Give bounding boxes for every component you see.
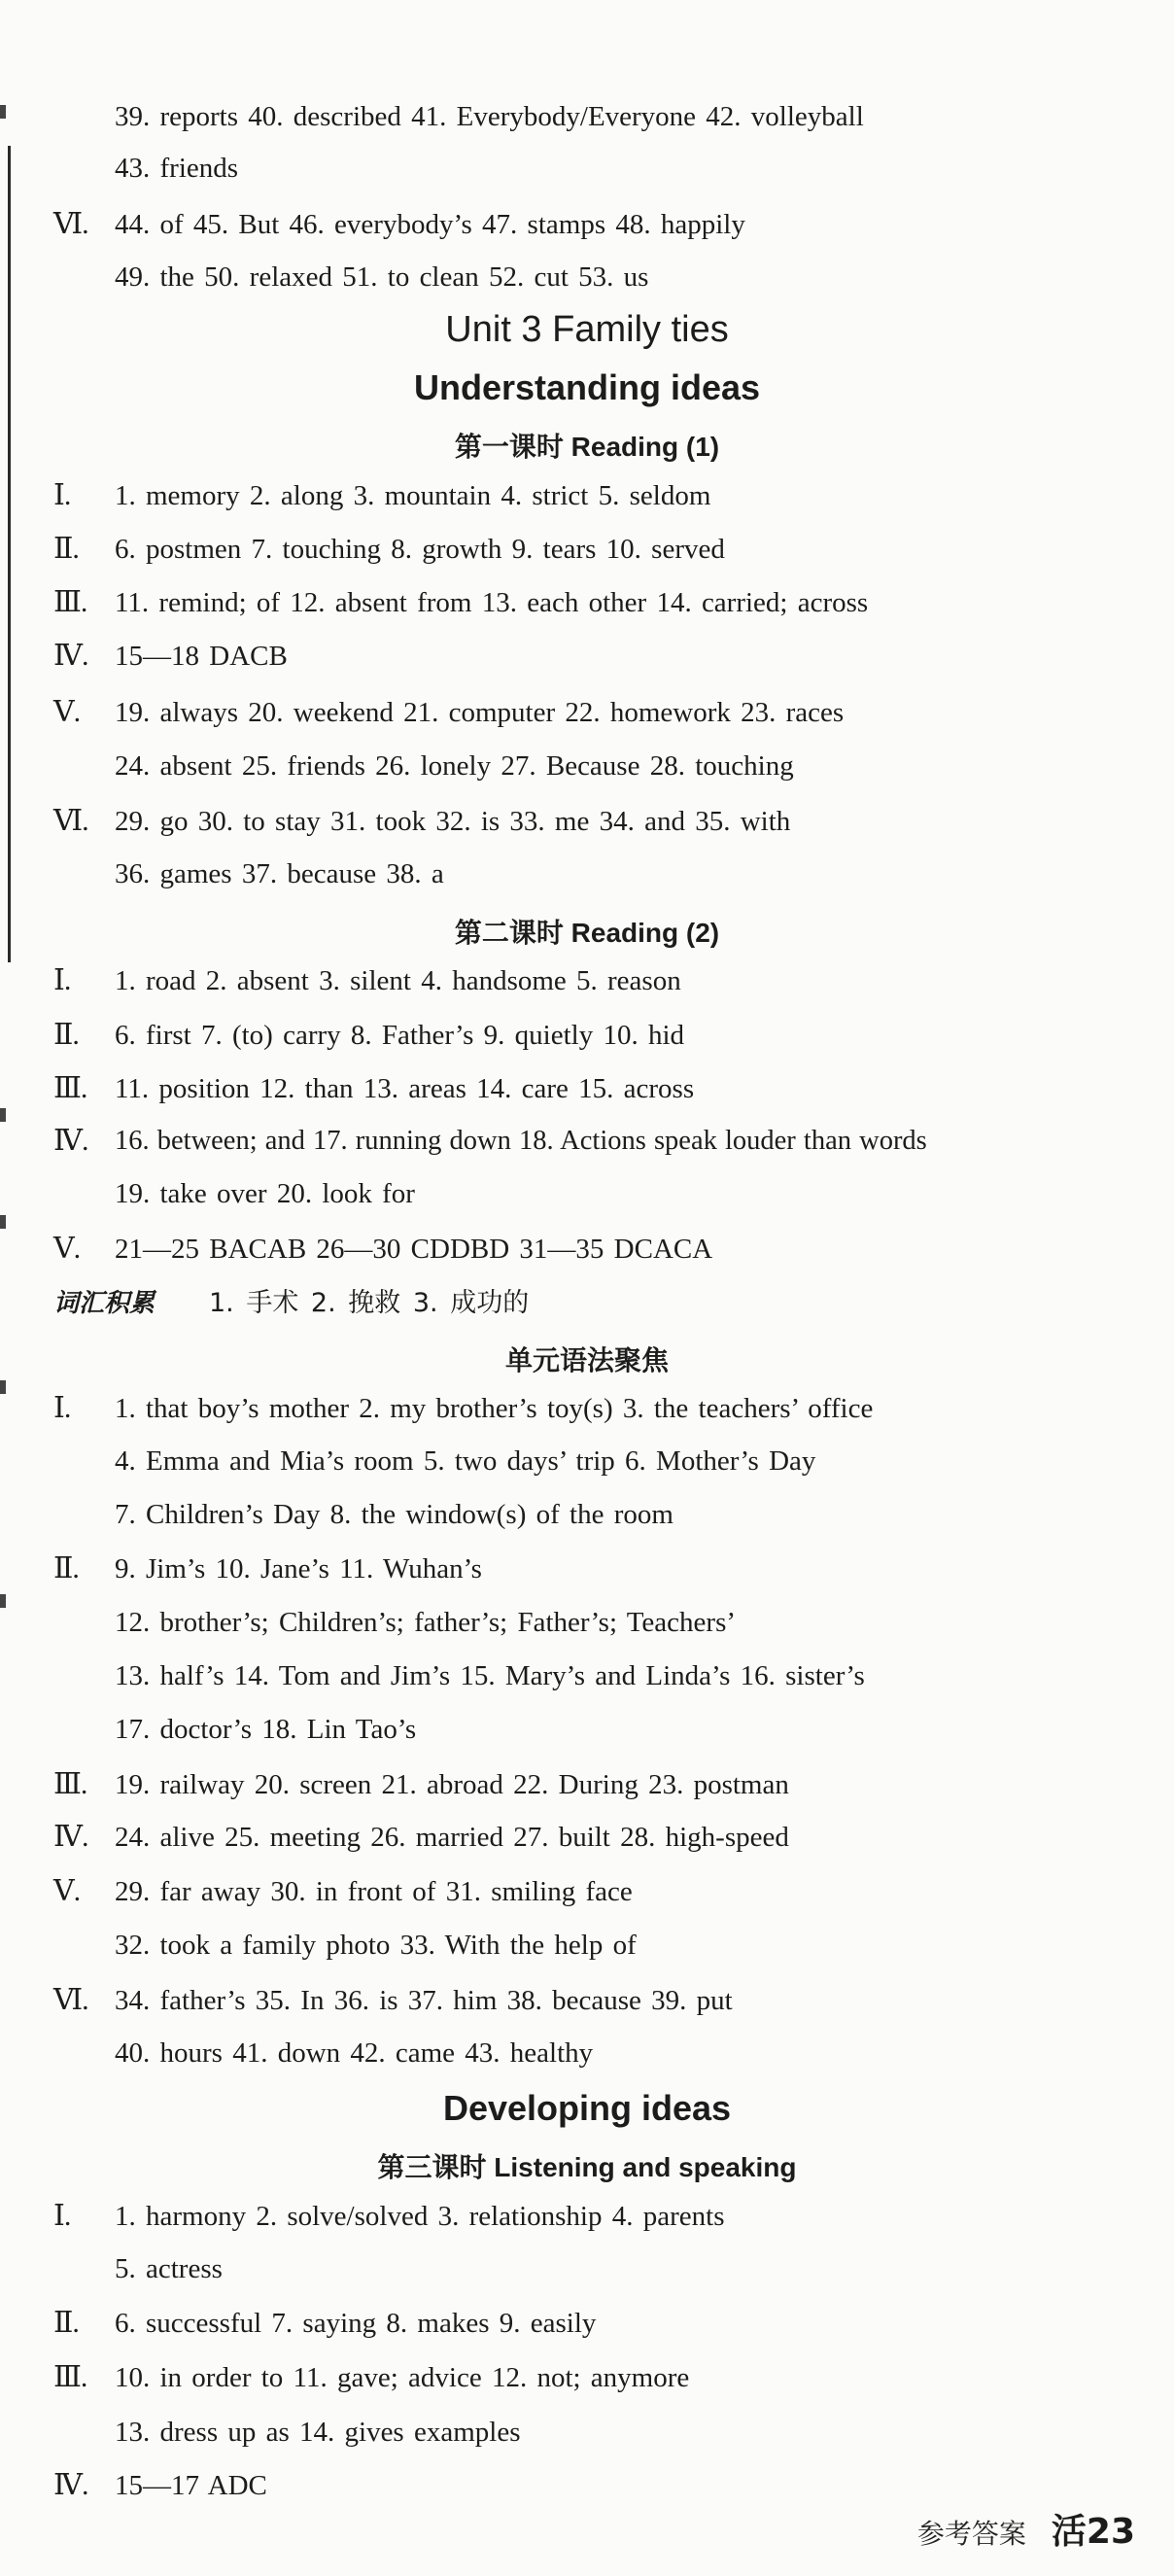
answer-text: 43. friends [115,153,239,184]
binding-edge-mark [0,1594,6,1608]
answer-text: 21—25 BACAB 26—30 CDDBD 31—35 DCACA [115,1234,713,1265]
section-numeral: Ⅳ. [53,1125,88,1157]
answer-text: 6. postmen 7. touching 8. growth 9. tears 10. served [115,534,725,565]
answer-text: 17. doctor’s 18. Lin Tao’s [115,1714,417,1745]
footer-label: 参考答案 [916,2518,1026,2550]
section-numeral: Ⅵ. [53,805,88,837]
answer-text: 1. harmony 2. solve/solved 3. relationship 4. parents [115,2201,725,2232]
section-numeral: Ⅱ. [53,1019,79,1051]
section-numeral: Ⅴ. [53,1233,81,1265]
answer-text: 4. Emma and Mia’s room 5. two days’ trip 6. Mother’s Day [115,1445,816,1477]
answer-text: 6. successful 7. saying 8. makes 9. easily [115,2308,597,2339]
unit-title: Unit 3 Family ties [445,309,729,350]
section-numeral: Ⅰ. [53,1392,71,1424]
answer-text: 10. in order to 11. gave; advice 12. not; anymore [115,2362,690,2393]
answer-text: 13. half’s 14. Tom and Jim’s 15. Mary’s and Linda’s 16. sister’s [115,1660,865,1691]
section-numeral: Ⅱ. [53,1552,79,1584]
lesson-title: 第一课时 Reading (1) [454,432,720,462]
answer-text: 34. father’s 35. In 36. is 37. him 38. because 39. put [115,1985,733,2016]
section-numeral: Ⅳ. [53,640,88,672]
answer-text: 1. road 2. absent 3. silent 4. handsome 5. reason [115,965,681,996]
answer-text: 29. go 30. to stay 31. took 32. is 33. me 34. and 35. with [115,806,791,837]
section-title: Developing ideas [442,2088,732,2128]
answer-text: 24. alive 25. meeting 26. married 27. built 28. high-speed [115,1822,789,1853]
answer-text: 15—17 ADC [115,2470,267,2501]
answer-text: 1. memory 2. along 3. mountain 4. strict 5. seldom [115,480,711,511]
page-footer [917,2508,1135,2557]
answer-text: 44. of 45. But 46. everybody’s 47. stamps 48. happily [115,209,745,240]
grammar-title: 单元语法聚焦 [504,1345,669,1375]
answer-text: 11. remind; of 12. absent from 13. each other 14. carried; across [115,587,869,618]
binding-edge-rule [8,146,11,962]
answer-text: 19. take over 20. look for [115,1178,415,1209]
answer-text: 40. hours 41. down 42. came 43. healthy [115,2037,594,2069]
answer-text: 24. absent 25. friends 26. lonely 27. Because 28. touching [115,750,794,782]
answer-text: 49. the 50. relaxed 51. to clean 52. cut 53. us [115,261,649,293]
section-numeral: Ⅲ. [53,1768,87,1800]
section-numeral: Ⅳ. [53,1821,88,1853]
section-numeral: Ⅰ. [53,2200,71,2232]
answer-text: 29. far away 30. in front of 31. smiling face [115,1876,633,1907]
answer-text: 16. between; and 17. running down 18. Actions speak louder than words [115,1126,927,1156]
section-numeral: Ⅰ. [53,479,71,511]
lesson-title: 第二课时 Reading (2) [454,918,720,948]
binding-edge-mark [0,1380,6,1394]
section-numeral: Ⅴ. [53,696,81,728]
binding-edge-mark [0,105,6,119]
lesson-title: 第三课时 Listening and speaking [377,2152,797,2182]
section-numeral: Ⅲ. [53,1072,87,1104]
answer-text: 11. position 12. than 13. areas 14. care 15. across [115,1073,695,1104]
answer-text: 32. took a family photo 33. With the help of [115,1930,637,1961]
section-numeral: Ⅲ. [53,586,87,618]
answer-text: 13. dress up as 14. gives examples [115,2417,521,2448]
section-numeral: Ⅵ. [53,208,88,240]
section-numeral: Ⅲ. [53,2361,87,2393]
section-numeral: Ⅵ. [53,1984,88,2016]
page-number: 活23 [1051,2512,1135,2552]
answer-text: 7. Children’s Day 8. the window(s) of the room [115,1499,673,1530]
section-title: Understanding ideas [413,367,761,407]
section-numeral: Ⅱ. [53,533,79,565]
answer-text: 9. Jim’s 10. Jane’s 11. Wuhan’s [115,1553,482,1584]
vocabulary-label: 词汇积累 [53,1289,155,1318]
binding-edge-mark [0,1108,6,1122]
binding-edge-mark [0,1215,6,1229]
section-numeral: Ⅴ. [53,1875,81,1907]
section-numeral: Ⅰ. [53,964,71,996]
answer-text: 36. games 37. because 38. a [115,858,444,889]
answer-text: 39. reports 40. described 41. Everybody/Everyone 42. volleyball [115,101,864,132]
answer-text: 12. brother’s; Children’s; father’s; Father’s; Teachers’ [115,1607,737,1638]
answer-text: 1. that boy’s mother 2. my brother’s toy(s) 3. the teachers’ office [115,1393,874,1424]
vocabulary-text: 1. 手术 2. 挽救 3. 成功的 [209,1288,530,1318]
answer-text: 19. always 20. weekend 21. computer 22. homework 23. races [115,697,845,728]
answer-text: 5. actress [115,2253,223,2284]
answer-text: 15—18 DACB [115,641,288,672]
section-numeral: Ⅳ. [53,2469,88,2501]
answer-text: 6. first 7. (to) carry 8. Father’s 9. quietly 10. hid [115,1020,684,1051]
section-numeral: Ⅱ. [53,2307,79,2339]
answer-text: 19. railway 20. screen 21. abroad 22. During 23. postman [115,1769,789,1800]
